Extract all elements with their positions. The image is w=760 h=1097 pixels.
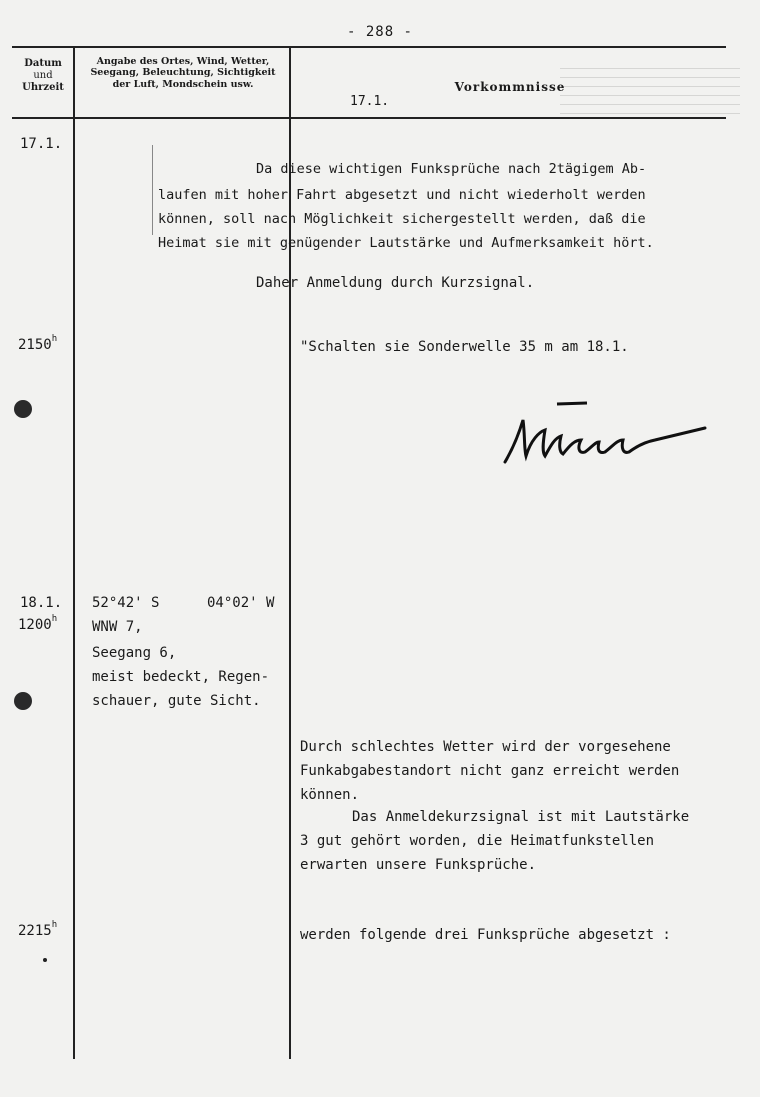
handwritten-signature bbox=[495, 390, 715, 470]
ink-dot bbox=[43, 958, 47, 962]
table-top-rule bbox=[12, 46, 726, 48]
paragraph-3-line-2: Funkabgabestandort nicht ganz erreicht werden bbox=[300, 763, 680, 779]
header-col1-line1: Datum bbox=[24, 58, 62, 69]
punch-hole-bottom bbox=[14, 692, 32, 710]
position-longitude: 04°02' W bbox=[207, 595, 275, 611]
paragraph-1-line-3: können, soll nach Möglichkeit sichergestellt werden, daß die bbox=[158, 211, 646, 227]
entry-time-1200 bbox=[18, 614, 58, 633]
time-1200-suffix: h bbox=[51, 614, 58, 624]
header-bottom-rule bbox=[12, 117, 726, 119]
time-2150-value: 2150 bbox=[18, 337, 52, 353]
header-events-title: Vorkommnisse bbox=[454, 80, 566, 94]
paragraph-2: Daher Anmeldung durch Kurzsignal. bbox=[256, 275, 535, 291]
signal-text: "Schalten sie Sonderwelle 35 m am 18.1. bbox=[300, 339, 629, 355]
page-number: - 288 - bbox=[346, 24, 413, 40]
entry-time-2215 bbox=[18, 920, 58, 939]
weather-line-2: Seegang 6, bbox=[92, 645, 177, 661]
weather-line-4: schauer, gute Sicht. bbox=[92, 693, 261, 709]
paragraph-1-line-2: laufen mit hoher Fahrt abgesetzt und nicht wiederholt werden bbox=[158, 187, 646, 203]
paragraph-1-line-4: Heimat sie mit genügender Lautstärke und Aufmerksamkeit hört. bbox=[158, 235, 654, 251]
header-col2-line3: der Luft, Mondschein usw. bbox=[112, 78, 254, 90]
paragraph-4-line-2: 3 gut gehört worden, die Heimatfunkstellen bbox=[300, 833, 655, 849]
header-col1-line3: Uhrzeit bbox=[22, 82, 64, 93]
paragraph-4-line-3: erwarten unsere Funksprüche. bbox=[300, 857, 537, 873]
header-col2-line2: Seegang, Beleuchtung, Sichtigkeit bbox=[90, 67, 276, 79]
entry-time-2150 bbox=[18, 334, 58, 353]
punch-hole-top bbox=[14, 400, 32, 418]
time-1200-value: 1200 bbox=[18, 617, 52, 633]
bleed-through-texture bbox=[560, 60, 740, 120]
weather-line-3: meist bedeckt, Regen- bbox=[92, 669, 270, 685]
time-2150-suffix: h bbox=[51, 334, 58, 344]
time-2215-value: 2215 bbox=[18, 923, 52, 939]
paragraph-3-line-1: Durch schlechtes Wetter wird der vorgesehene bbox=[300, 739, 671, 755]
header-col1-line2: und bbox=[33, 70, 53, 81]
paragraph-5: werden folgende drei Funksprüche abgesetzt : bbox=[300, 927, 671, 943]
header-location-weather bbox=[78, 56, 288, 90]
position-latitude: 52°42' S bbox=[92, 595, 160, 611]
paragraph-1-line-1: Da diese wichtigen Funksprüche nach 2tägigem Ab- bbox=[256, 161, 647, 177]
entry-date-18-1: 18.1. bbox=[20, 595, 63, 611]
header-date-time bbox=[14, 58, 72, 94]
paragraph-4-line-1: Das Anmeldekurzsignal ist mit Lautstärke bbox=[352, 809, 690, 825]
entry-date-17-1: 17.1. bbox=[20, 136, 63, 152]
paragraph-3-line-3: können. bbox=[300, 787, 360, 803]
column-divider-1 bbox=[73, 47, 75, 1059]
faint-mark bbox=[152, 145, 153, 235]
header-events-date: 17.1. bbox=[350, 94, 390, 109]
time-2215-suffix: h bbox=[51, 920, 58, 930]
header-col2-line1: Angabe des Ortes, Wind, Wetter, bbox=[96, 56, 270, 67]
weather-line-1: WNW 7, bbox=[92, 619, 143, 635]
